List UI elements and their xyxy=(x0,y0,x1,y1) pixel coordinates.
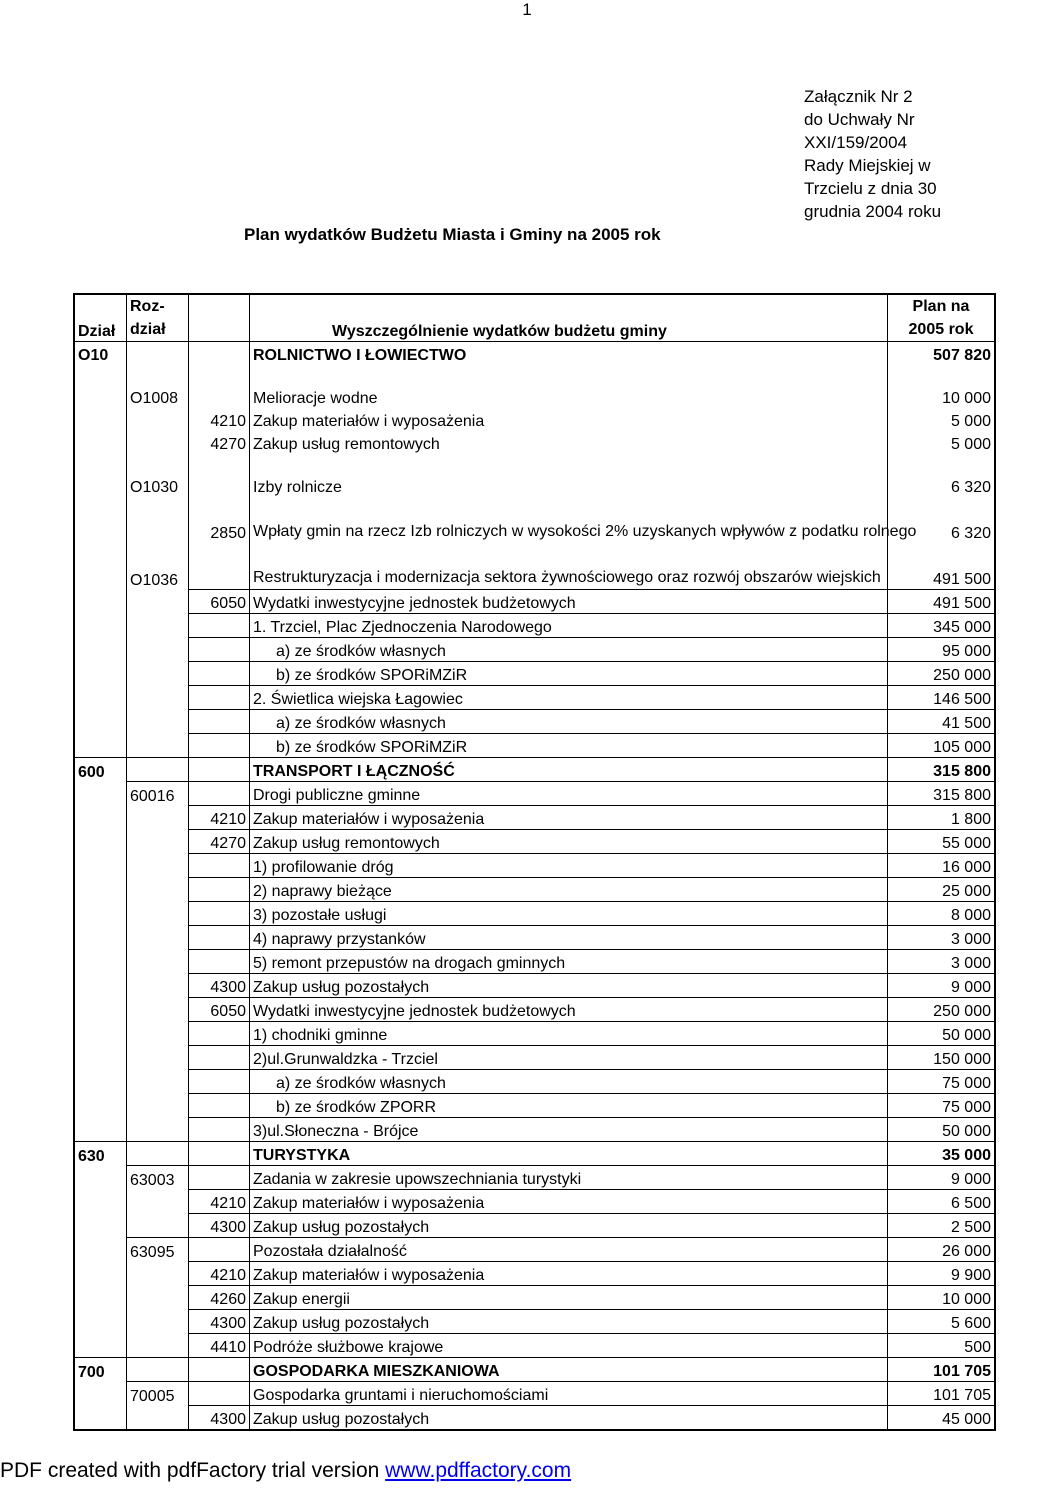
cell-description: GOSPODARKA MIESZKANIOWA xyxy=(250,1358,888,1382)
cell-paragraf: 4210 xyxy=(189,408,250,431)
cell-dzial xyxy=(74,408,127,431)
budget-table xyxy=(73,293,996,1431)
cell-paragraf xyxy=(189,926,250,950)
cell-dzial xyxy=(74,1166,127,1190)
cell-description: 2)ul.Grunwaldzka - Trzciel xyxy=(250,1046,888,1070)
cell-paragraf xyxy=(189,734,250,758)
cell-dzial: 630 xyxy=(74,1142,127,1166)
spacer-cell xyxy=(74,365,127,385)
cell-amount: 50 000 xyxy=(888,1118,996,1142)
pdf-footer xyxy=(0,1459,571,1483)
cell-paragraf xyxy=(189,1118,250,1142)
cell-paragraf xyxy=(189,1238,250,1262)
cell-rozdzial xyxy=(127,902,189,926)
cell-rozdzial xyxy=(127,1022,189,1046)
table-row xyxy=(74,1118,995,1142)
cell-amount: 5 600 xyxy=(888,1310,996,1334)
cell-amount: 491 500 xyxy=(888,590,996,614)
cell-rozdzial xyxy=(127,734,189,758)
cell-rozdzial: 60016 xyxy=(127,782,189,806)
cell-description: Zakup materiałów i wyposażenia xyxy=(250,806,888,830)
cell-rozdzial xyxy=(127,854,189,878)
cell-rozdzial xyxy=(127,1046,189,1070)
cell-paragraf xyxy=(189,614,250,638)
attachment-line: Trzcielu z dnia 30 xyxy=(804,179,937,198)
cell-paragraf xyxy=(189,1070,250,1094)
cell-description: 1. Trzciel, Plac Zjednoczenia Narodowego xyxy=(250,614,888,638)
header-rozdzial-line: dział xyxy=(130,321,166,338)
table-row xyxy=(74,590,995,614)
cell-rozdzial: O1008 xyxy=(127,385,189,408)
spacer-cell xyxy=(250,454,888,474)
cell-paragraf xyxy=(189,385,250,408)
cell-amount: 26 000 xyxy=(888,1238,996,1262)
cell-description: TURYSTYKA xyxy=(250,1142,888,1166)
cell-amount: 55 000 xyxy=(888,830,996,854)
cell-description: TRANSPORT I ŁĄCZNOŚĆ xyxy=(250,758,888,782)
cell-paragraf xyxy=(189,878,250,902)
table-row xyxy=(74,1022,995,1046)
cell-amount: 491 500 xyxy=(933,571,991,588)
cell-paragraf xyxy=(189,1094,250,1118)
cell-dzial xyxy=(74,543,127,590)
cell-description: Zakup materiałów i wyposażenia xyxy=(250,1262,888,1286)
cell-rozdzial xyxy=(127,686,189,710)
cell-dzial xyxy=(74,926,127,950)
cell-description: ROLNICTWO I ŁOWIECTWO xyxy=(250,342,888,366)
cell-amount: 95 000 xyxy=(888,638,996,662)
cell-amount: 315 800 xyxy=(888,782,996,806)
table-row xyxy=(74,854,995,878)
cell-dzial xyxy=(74,902,127,926)
cell-rozdzial xyxy=(127,638,189,662)
cell-paragraf: 4300 xyxy=(189,1310,250,1334)
cell-dzial xyxy=(74,854,127,878)
table-row xyxy=(74,686,995,710)
spacer-cell xyxy=(888,454,996,474)
cell-dzial xyxy=(74,1406,127,1431)
cell-description: Gospodarka gruntami i nieruchomościami xyxy=(250,1382,888,1406)
table-row xyxy=(74,998,995,1022)
cell-paragraf: 6050 xyxy=(189,590,250,614)
cell-amount: 16 000 xyxy=(888,854,996,878)
table-row xyxy=(74,806,995,830)
table-row xyxy=(74,1358,995,1382)
cell-paragraf xyxy=(189,1142,250,1166)
cell-dzial xyxy=(74,710,127,734)
cell-description: Zakup usług remontowych xyxy=(250,431,888,454)
table-row xyxy=(74,474,995,497)
cell-paragraf: 2850 xyxy=(189,497,250,543)
cell-description: Zakup energii xyxy=(250,1286,888,1310)
header-amount-line: Plan na xyxy=(912,298,970,315)
cell-rozdzial: 63003 xyxy=(127,1166,189,1190)
table-row xyxy=(74,974,995,998)
cell-dzial xyxy=(74,431,127,454)
table-row xyxy=(74,758,995,782)
cell-amount: 146 500 xyxy=(888,686,996,710)
table-row xyxy=(74,385,995,408)
footer-link[interactable]: www.pdffactory.com xyxy=(385,1459,572,1482)
cell-rozdzial xyxy=(127,1310,189,1334)
cell-description: Wpłaty gmin na rzecz Izb rolniczych w wysokości 2% uzyskanych wpływów z podatku rolnego xyxy=(250,497,888,543)
cell-description: 3) pozostałe usługi xyxy=(250,902,888,926)
cell-rozdzial: O1036 xyxy=(127,543,189,590)
cell-amount: 101 705 xyxy=(888,1382,996,1406)
cell-rozdzial xyxy=(127,950,189,974)
cell-dzial: O10 xyxy=(74,342,127,366)
header-paragraf xyxy=(189,294,250,342)
spacer-cell xyxy=(250,365,888,385)
attachment-line: grudnia 2004 roku xyxy=(804,202,942,221)
cell-amount: 6 320 xyxy=(950,479,991,496)
table-row xyxy=(74,1382,995,1406)
cell-amount: 105 000 xyxy=(888,734,996,758)
table-row xyxy=(74,431,995,454)
cell-description: Wydatki inwestycyjne jednostek budżetowych xyxy=(250,998,888,1022)
cell-description: a) ze środków własnych xyxy=(250,1070,888,1094)
table-row xyxy=(74,1310,995,1334)
cell-paragraf xyxy=(189,474,250,497)
cell-rozdzial xyxy=(127,1262,189,1286)
cell-amount: 41 500 xyxy=(888,710,996,734)
cell-description: Zakup usług pozostałych xyxy=(250,1310,888,1334)
cell-paragraf xyxy=(189,1022,250,1046)
table-row xyxy=(74,662,995,686)
cell-description: Zakup materiałów i wyposażenia xyxy=(250,408,888,431)
cell-description: b) ze środków SPORiMZiR xyxy=(250,662,888,686)
cell-description: Zakup usług pozostałych xyxy=(250,1214,888,1238)
cell-description: 2. Świetlica wiejska Łagowiec xyxy=(250,686,888,710)
cell-paragraf: 4270 xyxy=(189,431,250,454)
attachment-line: Rady Miejskiej w xyxy=(804,156,931,175)
cell-amount: 10 000 xyxy=(888,1286,996,1310)
table-row xyxy=(74,782,995,806)
cell-amount: 9 000 xyxy=(888,1166,996,1190)
cell-amount: 45 000 xyxy=(888,1406,996,1431)
spacer-row xyxy=(74,454,995,474)
table-row xyxy=(74,543,995,590)
cell-description: Zakup usług pozostałych xyxy=(250,974,888,998)
cell-amount: 9 900 xyxy=(888,1262,996,1286)
cell-paragraf xyxy=(189,950,250,974)
table-row xyxy=(74,342,995,366)
cell-amount: 75 000 xyxy=(888,1070,996,1094)
cell-paragraf: 4270 xyxy=(189,830,250,854)
table-row xyxy=(74,1406,995,1431)
header-dzial: Dział xyxy=(74,294,127,342)
cell-description: Zakup usług pozostałych xyxy=(250,1406,888,1431)
table-row xyxy=(74,1262,995,1286)
cell-paragraf xyxy=(189,902,250,926)
cell-rozdzial xyxy=(127,1070,189,1094)
cell-rozdzial xyxy=(127,1406,189,1431)
table-row xyxy=(74,1238,995,1262)
cell-rozdzial xyxy=(127,1286,189,1310)
cell-description: b) ze środków SPORiMZiR xyxy=(250,734,888,758)
cell-description: 5) remont przepustów na drogach gminnych xyxy=(250,950,888,974)
cell-rozdzial xyxy=(127,1334,189,1358)
table-row xyxy=(74,902,995,926)
cell-dzial xyxy=(74,1022,127,1046)
table-row xyxy=(74,497,995,543)
cell-amount: 101 705 xyxy=(888,1358,996,1382)
cell-dzial xyxy=(74,878,127,902)
table-row xyxy=(74,926,995,950)
cell-dzial: 600 xyxy=(74,758,127,782)
cell-dzial xyxy=(74,1262,127,1286)
cell-rozdzial xyxy=(127,1142,189,1166)
cell-amount: 250 000 xyxy=(888,998,996,1022)
cell-description: 1) profilowanie dróg xyxy=(250,854,888,878)
cell-rozdzial xyxy=(127,1358,189,1382)
spacer-cell xyxy=(189,365,250,385)
spacer-row xyxy=(74,365,995,385)
cell-paragraf xyxy=(189,1382,250,1406)
spacer-cell xyxy=(888,365,996,385)
cell-amount: 8 000 xyxy=(888,902,996,926)
cell-dzial xyxy=(74,1286,127,1310)
cell-rozdzial xyxy=(127,806,189,830)
table-row xyxy=(74,1142,995,1166)
cell-amount: 10 000 xyxy=(942,390,991,407)
cell-dzial xyxy=(74,1238,127,1262)
cell-dzial xyxy=(74,385,127,408)
cell-rozdzial xyxy=(127,1190,189,1214)
cell-paragraf xyxy=(189,1358,250,1382)
spacer-cell xyxy=(127,454,189,474)
cell-amount: 507 820 xyxy=(888,342,996,366)
cell-description: a) ze środków własnych xyxy=(250,710,888,734)
table-row xyxy=(74,1214,995,1238)
cell-amount: 250 000 xyxy=(888,662,996,686)
cell-dzial xyxy=(74,950,127,974)
table-row xyxy=(74,1166,995,1190)
cell-rozdzial xyxy=(127,614,189,638)
cell-paragraf: 4210 xyxy=(189,1262,250,1286)
table-row xyxy=(74,408,995,431)
cell-rozdzial xyxy=(127,1094,189,1118)
cell-rozdzial xyxy=(127,998,189,1022)
cell-rozdzial xyxy=(127,926,189,950)
cell-rozdzial xyxy=(127,342,189,366)
cell-description: 1) chodniki gminne xyxy=(250,1022,888,1046)
cell-rozdzial xyxy=(127,1214,189,1238)
spacer-cell xyxy=(74,454,127,474)
header-rozdzial xyxy=(127,294,189,342)
cell-dzial xyxy=(74,734,127,758)
table-row xyxy=(74,1070,995,1094)
cell-paragraf: 4210 xyxy=(189,1190,250,1214)
cell-rozdzial xyxy=(127,662,189,686)
cell-description: 4) naprawy przystanków xyxy=(250,926,888,950)
table-row xyxy=(74,638,995,662)
attachment-line: do Uchwały Nr xyxy=(804,110,915,129)
cell-dzial: 700 xyxy=(74,1358,127,1382)
cell-description: Zadania w zakresie upowszechniania turystyki xyxy=(250,1166,888,1190)
cell-amount: 3 000 xyxy=(888,926,996,950)
cell-amount: 75 000 xyxy=(888,1094,996,1118)
table-row xyxy=(74,1046,995,1070)
cell-amount: 1 800 xyxy=(888,806,996,830)
spacer-cell xyxy=(189,454,250,474)
cell-paragraf xyxy=(189,638,250,662)
cell-paragraf: 4300 xyxy=(189,1406,250,1431)
table-row xyxy=(74,1286,995,1310)
cell-paragraf xyxy=(189,1166,250,1190)
cell-dzial xyxy=(74,474,127,497)
cell-amount: 315 800 xyxy=(888,758,996,782)
cell-dzial xyxy=(74,590,127,614)
table-row xyxy=(74,734,995,758)
cell-amount: 50 000 xyxy=(888,1022,996,1046)
cell-description: a) ze środków własnych xyxy=(250,638,888,662)
header-amount-line: 2005 rok xyxy=(908,321,974,338)
cell-rozdzial xyxy=(127,878,189,902)
cell-amount: 2 500 xyxy=(888,1214,996,1238)
cell-amount: 5 000 xyxy=(950,413,991,430)
cell-amount: 25 000 xyxy=(888,878,996,902)
cell-dzial xyxy=(74,1190,127,1214)
cell-description: Melioracje wodne xyxy=(250,385,888,408)
cell-dzial xyxy=(74,1070,127,1094)
cell-dzial xyxy=(74,1382,127,1406)
cell-description: b) ze środków ZPORR xyxy=(250,1094,888,1118)
cell-paragraf xyxy=(189,758,250,782)
cell-dzial xyxy=(74,1310,127,1334)
cell-dzial xyxy=(74,497,127,543)
cell-rozdzial xyxy=(127,1118,189,1142)
cell-dzial xyxy=(74,998,127,1022)
table-row xyxy=(74,614,995,638)
attachment-line: Załącznik Nr 2 xyxy=(804,87,913,106)
table-row xyxy=(74,1334,995,1358)
cell-description: 2) naprawy bieżące xyxy=(250,878,888,902)
table-row xyxy=(74,710,995,734)
table-row xyxy=(74,878,995,902)
header-description: Wyszczególnienie wydatków budżetu gminy xyxy=(250,294,888,342)
cell-rozdzial xyxy=(127,710,189,734)
cell-dzial xyxy=(74,1214,127,1238)
cell-dzial xyxy=(74,974,127,998)
cell-amount: 150 000 xyxy=(888,1046,996,1070)
cell-rozdzial xyxy=(127,431,189,454)
cell-dzial xyxy=(74,614,127,638)
cell-paragraf xyxy=(189,1046,250,1070)
table-row xyxy=(74,1094,995,1118)
cell-amount: 6 320 xyxy=(950,525,991,542)
cell-rozdzial xyxy=(127,830,189,854)
table-row xyxy=(74,1190,995,1214)
cell-paragraf: 4210 xyxy=(189,806,250,830)
cell-amount: 3 000 xyxy=(888,950,996,974)
attachment-note xyxy=(804,85,960,223)
cell-paragraf: 6050 xyxy=(189,998,250,1022)
cell-dzial xyxy=(74,1094,127,1118)
cell-amount: 500 xyxy=(888,1334,996,1358)
cell-rozdzial xyxy=(127,408,189,431)
cell-rozdzial xyxy=(127,974,189,998)
header-rozdzial-line: Roz- xyxy=(130,298,165,315)
cell-amount: 6 500 xyxy=(888,1190,996,1214)
cell-description: Pozostała działalność xyxy=(250,1238,888,1262)
cell-paragraf xyxy=(189,782,250,806)
cell-amount: 345 000 xyxy=(888,614,996,638)
cell-description: Wydatki inwestycyjne jednostek budżetowych xyxy=(250,590,888,614)
cell-description: Drogi publiczne gminne xyxy=(250,782,888,806)
cell-dzial xyxy=(74,1046,127,1070)
cell-dzial xyxy=(74,638,127,662)
cell-rozdzial: 63095 xyxy=(127,1238,189,1262)
attachment-line: XXI/159/2004 xyxy=(804,133,908,152)
table-row xyxy=(74,950,995,974)
cell-amount: 5 000 xyxy=(950,436,991,453)
cell-paragraf: 4300 xyxy=(189,974,250,998)
document-title: Plan wydatków Budżetu Miasta i Gminy na 2005 rok xyxy=(244,225,661,244)
cell-description: Zakup usług remontowych xyxy=(250,830,888,854)
cell-dzial xyxy=(74,830,127,854)
cell-paragraf: 4300 xyxy=(189,1214,250,1238)
cell-paragraf xyxy=(189,342,250,366)
cell-amount: 35 000 xyxy=(888,1142,996,1166)
cell-dzial xyxy=(74,782,127,806)
table-body xyxy=(74,342,995,1431)
cell-paragraf xyxy=(189,543,250,590)
cell-rozdzial: 70005 xyxy=(127,1382,189,1406)
page-number: 1 xyxy=(522,0,532,19)
spacer-cell xyxy=(127,365,189,385)
cell-rozdzial: O1030 xyxy=(127,474,189,497)
cell-description: Izby rolnicze xyxy=(250,474,888,497)
cell-rozdzial xyxy=(127,590,189,614)
cell-description: Restrukturyzacja i modernizacja sektora żywnościowego oraz rozwój obszarów wiejskich xyxy=(250,543,888,590)
cell-amount: 9 000 xyxy=(888,974,996,998)
cell-dzial xyxy=(74,686,127,710)
cell-description: Podróże służbowe krajowe xyxy=(250,1334,888,1358)
cell-dzial xyxy=(74,662,127,686)
table-row xyxy=(74,830,995,854)
cell-paragraf: 4410 xyxy=(189,1334,250,1358)
cell-dzial xyxy=(74,1334,127,1358)
cell-paragraf xyxy=(189,686,250,710)
cell-dzial xyxy=(74,806,127,830)
cell-description: 3)ul.Słoneczna - Brójce xyxy=(250,1118,888,1142)
cell-description: Zakup materiałów i wyposażenia xyxy=(250,1190,888,1214)
cell-rozdzial xyxy=(127,758,189,782)
cell-paragraf xyxy=(189,662,250,686)
cell-rozdzial xyxy=(127,497,189,543)
cell-paragraf xyxy=(189,710,250,734)
cell-dzial xyxy=(74,1118,127,1142)
header-amount xyxy=(888,294,996,342)
table-header xyxy=(74,294,995,342)
footer-text: PDF created with pdfFactory trial version xyxy=(0,1459,386,1482)
cell-paragraf: 4260 xyxy=(189,1286,250,1310)
cell-paragraf xyxy=(189,854,250,878)
